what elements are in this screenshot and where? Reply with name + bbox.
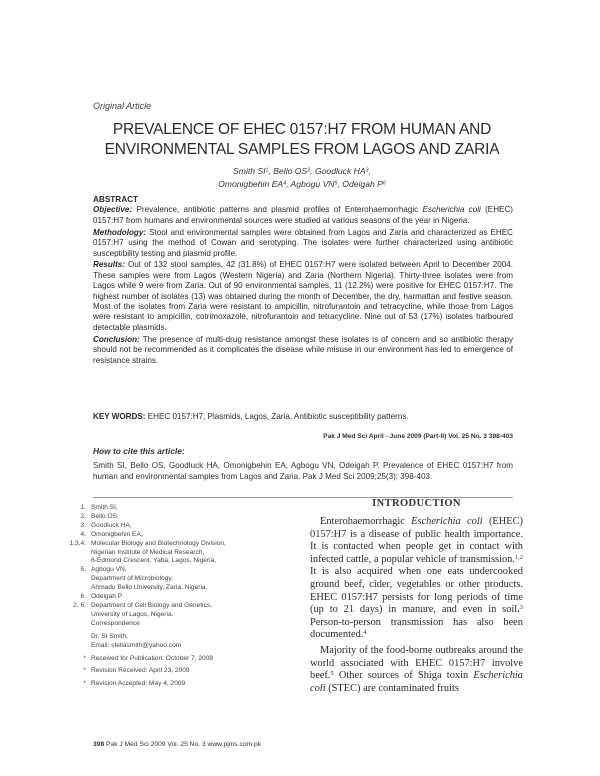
affiliation-row (60, 575, 285, 584)
intro-text: Other sources of Shiga toxin (333, 670, 474, 682)
affiliation-number (60, 549, 91, 558)
how-to-cite-heading: How to cite this article: (93, 446, 185, 456)
affiliation-number: 6. (80, 593, 86, 601)
methodology-label: Methodology: (93, 227, 147, 237)
affiliation-row (60, 584, 285, 593)
intro-text: (STEC) are contaminated fruits (325, 682, 459, 694)
affiliation-number: 4. (80, 530, 86, 538)
author-sup: 4 (283, 180, 287, 187)
article-title (93, 120, 511, 160)
objective-species: Escherichia coli (422, 205, 481, 215)
page-footer (93, 741, 261, 748)
abstract-results (93, 260, 513, 333)
affiliation-text: Bello OS, (91, 512, 119, 520)
abstract-heading: ABSTRACT (93, 195, 139, 204)
affiliation-row (60, 549, 285, 558)
affiliation-row (60, 593, 285, 602)
affiliation-text: Goodluck HA, (91, 521, 132, 529)
intro-ref: 4 (363, 629, 367, 637)
affiliation-text: Revision Received: April 23, 2009 (91, 667, 190, 675)
affiliation-text: Department of Microbiology, (91, 575, 173, 583)
affiliation-number (60, 620, 91, 629)
affiliation-number: 2, 6: (73, 601, 86, 609)
intro-text: Enterohaemorrhagic (320, 516, 412, 527)
affiliation-row (60, 602, 285, 611)
abstract-section (93, 195, 513, 368)
author-sup: 3 (365, 167, 369, 174)
affiliation-number: 5. (80, 566, 86, 574)
affiliation-row (60, 513, 285, 522)
affiliation-number (60, 642, 91, 651)
abstract-conclusion (93, 335, 513, 366)
affiliation-text: Correspondence (91, 619, 140, 627)
author-line-2: Omonigbehin $EA^4$, Agbogu $VN^5$, Odeigah $P^6$ (218, 179, 386, 189)
affiliation-row (60, 620, 285, 629)
keywords-text: EHEC 0157:H7, Plasmids, Lagos, Zaria, Antibiotic susceptibility patterns. (147, 412, 409, 421)
abstract-methodology (93, 228, 513, 259)
journal-citation-line: Pak J Med Sci April - June 2009 (Part-II) Vol. 25 No. 3 398-403 (323, 433, 513, 440)
author-sup: 2 (307, 167, 311, 174)
affiliation-text: Dr. SI Smith, (91, 632, 129, 640)
objective-label: Objective: (93, 205, 133, 215)
affiliation-row (60, 611, 285, 620)
conclusion-text: The presence of multi-drug resistance amongst these isolates is of concern and so antibiotic therapy should not be recommended as it complicates the disease while misuse in our environment has led to emergence of resistance strains. (93, 334, 514, 365)
intro-species: Escherichia coli (411, 516, 483, 527)
results-label: Results: (93, 260, 125, 270)
introduction-body (310, 516, 523, 698)
author-name: Smith SI (233, 166, 266, 176)
affiliations (60, 504, 285, 689)
affiliation-number (60, 557, 91, 566)
title-line-1: PREVALENCE OF EHEC 0157:H7 FROM HUMAN AND (112, 121, 492, 138)
author-name: Omonigbehin EA (218, 179, 284, 189)
author-name: Goodluck HA (314, 166, 366, 176)
affiliation-row (60, 557, 285, 566)
results-text: Out of 132 stool samples, 42 (31.8%) of EHEC 0157:H7 were isolated between April to December 2004. These samples were from Lagos (Western Nigeria) and Zaria (Northern Nigeria). Thirty-three isolates were from Lagos while 9 were from Zaria. Out of 90 environmental samples, 11 (12.2%) were positive for EHEC 0157:H7. The highest number of isolates (13) was obtained during the month of December, the dry, harmattan and festive season. Most of the isolates from Zaria were resistant to ampicillin, nitrofurantoin and tetracycline, while those from Lagos were resistant to ampicillin, cotrimoxazole, nitrofurantoin and tetracycline. Nine out of 53 (17%) isolates harboured detectable plasmids. (93, 260, 513, 332)
affiliation-row (60, 531, 285, 540)
keywords (93, 412, 513, 421)
citation-text: Smith SI, Bello OS, Goodluck HA, Omonigbehin EA, Agbogu VN, Odeigah P. Prevalence of EHEC 0157:H7 from human and environmental samples from Lagos and Zaria. Pak J Med Sci 2009;25(3): 398-403. (93, 461, 513, 481)
affiliation-text: Agbogu VN, (91, 566, 127, 574)
affiliation-row (60, 540, 285, 549)
affiliation-row (60, 504, 285, 513)
intro-paragraph-1 (310, 516, 523, 642)
author-name: Agbogu VN (290, 179, 335, 189)
introduction-heading: INTRODUCTION (372, 498, 461, 509)
footer-text: Pak J Med Sci 2009 Vol. 25 No. 3 www.pjms.com.pk (106, 741, 262, 748)
affiliation-text: Email: stellasmith@yahoo.com (91, 641, 182, 649)
affiliation-text: Nigerian Institute of Medical Research, (91, 548, 205, 556)
affiliation-number (60, 633, 91, 642)
intro-ref: 3 (519, 603, 523, 611)
title-line-2: ENVIRONMENTAL SAMPLES FROM LAGOS AND ZARIA (104, 141, 500, 158)
affiliation-number: * (83, 654, 86, 662)
author-line-1: Smith $SI^1$, Bello $OS^2$, Goodluck $HA^3$, (233, 166, 371, 176)
author-sup: 1 (265, 167, 269, 174)
affiliation-row (60, 566, 285, 575)
affiliation-text: Revision Accepted: May 4, 2009 (91, 680, 186, 688)
affiliation-number: 3. (80, 521, 86, 529)
affiliation-row (60, 642, 285, 651)
affiliation-row (60, 667, 285, 676)
page-number: 398 (93, 741, 105, 748)
affiliation-number (60, 584, 91, 593)
abstract-objective (93, 205, 513, 226)
affiliation-text: Omonigbehin EA, (91, 530, 143, 538)
affiliation-text: Molecular Biology and Biotechnology Division, (91, 539, 226, 547)
author-list (93, 165, 511, 191)
affiliation-text: Odeigah P (91, 593, 123, 601)
keywords-label: KEY WORDS: (93, 412, 146, 421)
affiliation-number: 1. (80, 504, 86, 511)
intro-text: (EHEC) 0157:H7 is a disease of public health importance. It is contacted when people get in contact with infected cattle, a popular vehicle of transmission. (310, 516, 523, 565)
author-name: Odeigah P (342, 179, 383, 189)
affiliation-text: Received for Publication: October 7, 2008 (91, 654, 214, 662)
methodology-text: Stool and environmental samples were obtained from Lagos and Zaria and characterized as EHEC 0157:H7 using the method of Cowan and serotyping. The isolates were further characterized using antibiotic susceptibility testing and plasmid profile. (93, 227, 513, 258)
affiliation-text: Smith SI, (91, 504, 118, 511)
affiliation-row (60, 633, 285, 642)
author-sup: 5 (334, 180, 338, 187)
affiliation-text: 6-Edmond Crescent, Yaba, Lagos, Nigeria. (91, 557, 217, 565)
affiliation-number (60, 611, 91, 620)
affiliation-text: Ahmadu Bello University, Zaria, Nigeria. (91, 584, 208, 592)
affiliation-number: 1,3,4: (69, 539, 86, 547)
author-name: Bello OS (273, 166, 308, 176)
intro-ref: 1,2 (514, 553, 523, 561)
intro-text: Majority of the food-borne outbreaks around the world associated with EHEC 0157:H7 involve beef. (310, 644, 523, 682)
intro-ref: 5 (330, 669, 334, 677)
intro-text: It is also acquired when one eats undercooked ground beef, cider, vegetables or other products. EHEC 0157:H7 persists for long periods of time (up to 21 days) in manure, and even in soil. (310, 566, 523, 616)
intro-species: Escherichia coli (310, 670, 523, 694)
affiliation-row (60, 522, 285, 531)
affiliation-number: * (83, 667, 86, 675)
affiliation-row (60, 680, 285, 689)
affiliation-row (60, 655, 285, 664)
affiliation-number: 2. (80, 512, 86, 520)
objective-text-end: (EHEC) 0157:H7 from humans and environmental sources were studied at various seasons of the year in Nigeria. (93, 205, 513, 225)
affiliation-number: * (83, 680, 86, 688)
affiliation-text: Department of Cell Biology and Genetics, (91, 601, 212, 609)
article-type-label: Original Article (93, 101, 152, 111)
affiliation-text: University of Lagos, Nigeria. (91, 610, 174, 618)
intro-text: Person-to-person transmission has also been documented. (310, 616, 523, 641)
author-sup: 6 (382, 180, 386, 187)
affiliation-number (60, 575, 91, 584)
conclusion-label: Conclusion: (93, 334, 140, 344)
objective-text: Prevalence, antibiotic patterns and plasmid profiles of Enterohaemorrhagic (136, 205, 423, 215)
intro-paragraph-2 (310, 645, 523, 695)
